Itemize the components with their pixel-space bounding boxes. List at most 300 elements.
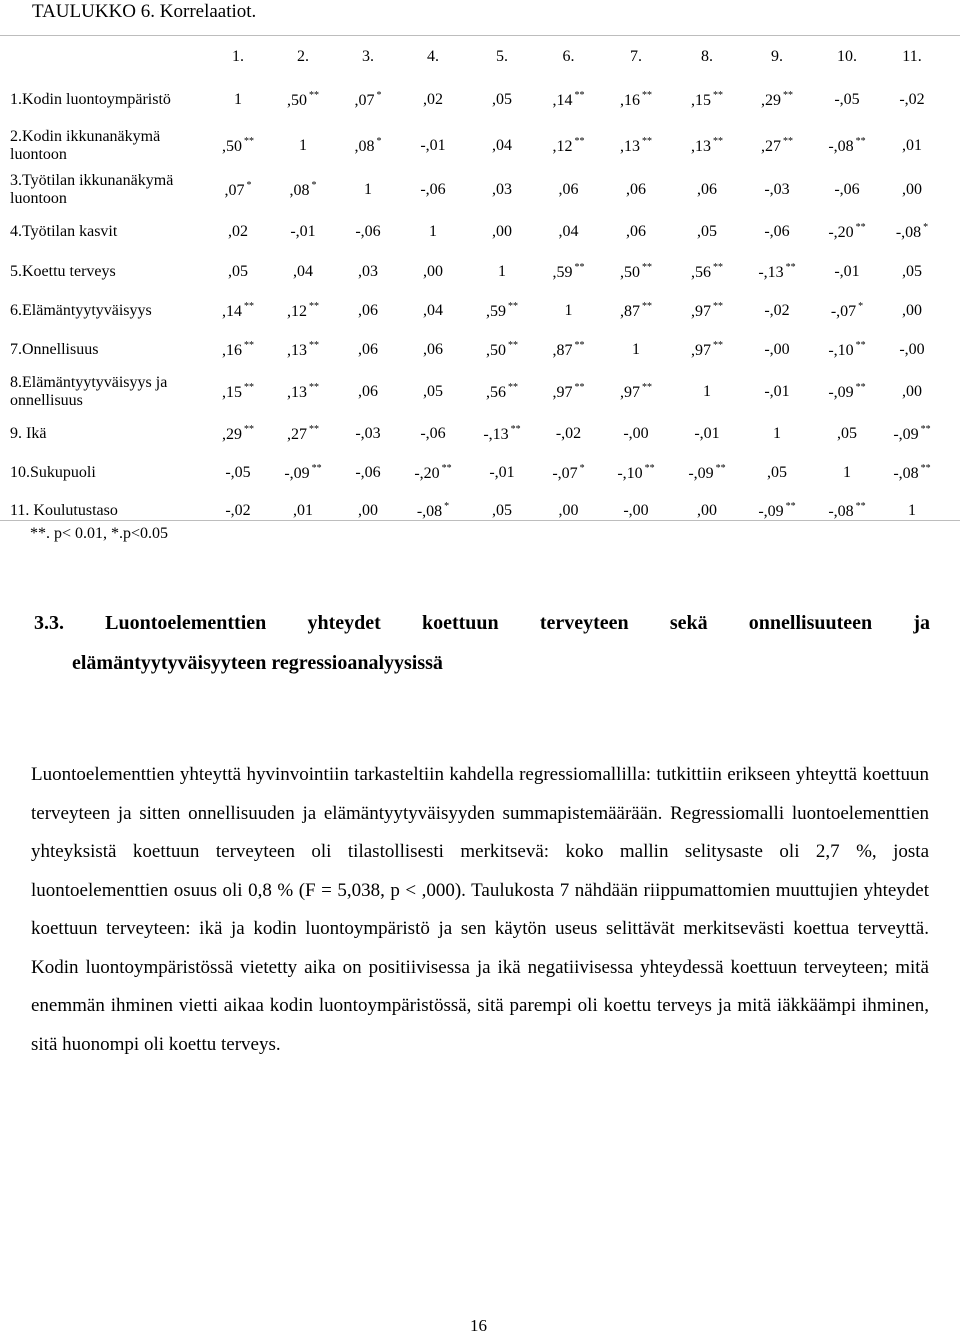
significance-marker: ** <box>574 136 585 147</box>
table-cell <box>601 212 671 252</box>
correlation-value: -,08 <box>895 224 922 241</box>
correlation-value: ,06 <box>697 181 717 198</box>
table-cell <box>208 124 268 168</box>
correlation-value: -,06 <box>355 223 381 240</box>
table-cell <box>208 330 268 370</box>
table-cell <box>601 76 671 124</box>
table-cell <box>883 252 941 292</box>
table-cell <box>398 124 468 168</box>
significance-marker: ** <box>642 301 652 312</box>
correlation-value: -,09 <box>688 465 714 482</box>
correlation-value: ,03 <box>358 263 378 280</box>
table-cell <box>398 252 468 292</box>
significance-marker: ** <box>855 340 866 351</box>
table-cell <box>268 330 338 370</box>
significance-marker: ** <box>644 463 655 474</box>
correlation-value: ,29 <box>222 426 242 443</box>
row-label: 4.Työtilan kasvit <box>10 223 118 240</box>
significance-marker: ** <box>783 136 793 147</box>
row-label: 5.Koettu terveys <box>10 263 116 280</box>
correlation-value: -,06 <box>420 425 446 442</box>
significance-marker: ** <box>311 463 322 474</box>
correlation-value: ,01 <box>902 137 922 154</box>
significance-marker: ** <box>713 301 723 312</box>
correlation-value: ,50 <box>620 264 640 281</box>
table-cell <box>671 76 743 124</box>
body-paragraph: Luontoelementtien yhteyttä hyvinvointiin tarkasteltiin kahdella regressiomallilla: tutkittiin erikseen yhteyttä koettuun terveyteen ja sitten onnellisuuden ja elämäntyytyväisyyden summapistemäärään. Regressiomalli luontoelementtien yhteyksistä koettuun terveyteen oli tilastollisesti merkitsevä: koko mallin selitysaste oli 2,7 %, josta luontoelementtien osuus oli 0,8 % (F = 5,038, p < ,000). Taulukosta 7 nähdään riippumattomien muuttujien yhteydet koettuun terveyteen: ikä ja kodin luontoympäristö ja sen käytön useus selittävät merkitsevästi koettua terveyttä. Kodin luontoympäristössä vietetty aika on positiivisessa ja ikä negatiivisessa yhteydessä koettuun terveyteen; mitä enemmän ihminen vietti aikaa kodin luontoympäristössä, sitä parempi oli koettu terveys ja mitä iäkkäämpi ihminen, sitä huonompi oli koettu terveys. <box>31 764 929 1055</box>
table-bottom-rule <box>0 520 960 521</box>
correlation-value: -,09 <box>893 426 919 443</box>
correlation-value: ,50 <box>486 342 506 359</box>
table-body <box>8 76 941 530</box>
table-cell <box>398 414 468 454</box>
significance-marker: ** <box>244 340 254 351</box>
correlation-value: -,00 <box>623 502 649 519</box>
table-cell <box>268 168 338 212</box>
correlation-value: 1 <box>234 91 242 108</box>
table-cell <box>268 212 338 252</box>
table-cell <box>743 168 811 212</box>
correlation-value: -,02 <box>225 502 251 519</box>
significance-marker: * <box>246 180 252 191</box>
table-cell <box>468 370 536 414</box>
correlation-value: ,02 <box>423 91 443 108</box>
table-cell <box>536 124 601 168</box>
column-header: 6. <box>562 48 575 65</box>
correlation-value: ,05 <box>697 223 717 240</box>
correlation-value: ,00 <box>492 223 512 240</box>
significance-marker: ** <box>920 463 931 474</box>
correlation-value: -,07 <box>552 465 578 482</box>
table-row <box>8 212 941 252</box>
table-cell <box>468 168 536 212</box>
column-header: 3. <box>362 48 374 65</box>
correlation-value: ,00 <box>358 502 378 519</box>
correlation-value: -,06 <box>420 181 446 198</box>
correlation-value: -,20 <box>414 465 440 482</box>
correlation-value: ,06 <box>358 302 378 319</box>
correlation-value: ,87 <box>552 342 573 359</box>
correlation-value: ,00 <box>902 181 922 198</box>
column-header: 4. <box>427 48 439 65</box>
table-cell <box>208 76 268 124</box>
table-cell <box>883 370 941 414</box>
table-cell <box>671 454 743 492</box>
correlation-value: ,15 <box>691 92 711 109</box>
significance-marker: ** <box>244 301 254 312</box>
significance-marker: ** <box>508 301 518 312</box>
row-label: 9. Ikä <box>10 425 47 442</box>
correlation-value: ,00 <box>423 263 443 280</box>
correlation-value: ,59 <box>552 264 573 281</box>
table-cell <box>743 330 811 370</box>
significance-marker: ** <box>642 90 652 101</box>
table-cell <box>208 292 268 330</box>
correlation-value: 1 <box>498 263 506 280</box>
table-cell <box>601 454 671 492</box>
correlation-value: ,13 <box>620 138 640 155</box>
correlation-value: -,10 <box>828 342 854 359</box>
table-cell <box>536 370 601 414</box>
table-cell <box>601 252 671 292</box>
significance-marker: ** <box>713 262 723 273</box>
correlation-value: ,05 <box>492 91 512 108</box>
correlation-value: ,04 <box>558 223 579 240</box>
table-cell <box>398 454 468 492</box>
correlation-value: -,01 <box>694 425 720 442</box>
correlation-value: -,02 <box>555 425 582 442</box>
correlation-value: -,00 <box>899 341 925 358</box>
significance-marker: ** <box>309 301 319 312</box>
table-top-rule <box>0 35 960 36</box>
table-cell <box>398 76 468 124</box>
table-cell <box>536 492 601 530</box>
significance-marker: * <box>858 301 864 312</box>
significance-marker: ** <box>244 424 254 435</box>
correlation-value: ,16 <box>620 92 640 109</box>
section-heading-line-1: 3.3. Luontoelementtien yhteydet koettuun terveyteen sekä onnellisuuteen ja <box>34 612 930 634</box>
table-cell <box>671 330 743 370</box>
correlation-value: 1 <box>843 464 851 481</box>
table-cell <box>811 124 883 168</box>
table-cell <box>536 292 601 330</box>
correlation-value: ,04 <box>293 263 313 280</box>
correlation-value: -,02 <box>764 302 790 319</box>
table-cell <box>398 292 468 330</box>
column-header: 7. <box>630 48 642 65</box>
significance-marker: ** <box>309 382 319 393</box>
correlation-table <box>8 38 941 530</box>
correlation-value: ,13 <box>691 138 711 155</box>
correlation-value: ,27 <box>287 426 307 443</box>
table-cell <box>536 454 601 492</box>
correlation-value: ,56 <box>691 264 711 281</box>
table-cell <box>601 330 671 370</box>
table-cell <box>536 414 601 454</box>
section-heading <box>34 603 930 683</box>
table-cell <box>468 330 536 370</box>
correlation-value: -,10 <box>617 465 643 482</box>
correlation-value: 1 <box>364 181 372 198</box>
table-cell <box>601 168 671 212</box>
column-header-row <box>8 38 941 76</box>
correlation-value: ,97 <box>552 384 573 401</box>
table-cell <box>601 492 671 530</box>
significance-marker: ** <box>244 382 254 393</box>
significance-marker: ** <box>574 262 585 273</box>
significance-marker: ** <box>783 90 793 101</box>
column-header: 8. <box>701 48 713 65</box>
correlation-value: -,05 <box>225 464 251 481</box>
table-cell <box>883 330 941 370</box>
table-cell <box>671 370 743 414</box>
table-cell <box>883 76 941 124</box>
column-header: 1. <box>232 48 244 65</box>
table-cell <box>338 252 398 292</box>
row-label: 1.Kodin luontoympäristö <box>10 91 171 108</box>
table-cell <box>743 414 811 454</box>
significance-marker: * <box>376 90 382 101</box>
significance-marker: * <box>579 463 585 474</box>
correlation-value: ,02 <box>228 223 248 240</box>
correlation-value: ,05 <box>837 425 857 442</box>
correlation-value: -,08 <box>416 503 443 520</box>
table-cell <box>338 212 398 252</box>
table-cell <box>398 212 468 252</box>
correlation-value: -,20 <box>828 224 854 241</box>
significance-marker: * <box>311 180 317 191</box>
table-cell <box>338 454 398 492</box>
table-cell <box>883 292 941 330</box>
significance-marker: ** <box>574 340 585 351</box>
correlation-value: ,15 <box>222 384 242 401</box>
significance-marker: ** <box>244 136 254 147</box>
significance-marker: * <box>376 136 382 147</box>
table-row <box>8 124 941 168</box>
correlation-value: ,07 <box>224 182 245 199</box>
correlation-value: -,09 <box>828 384 854 401</box>
table-cell <box>743 252 811 292</box>
correlation-value: ,06 <box>358 341 378 358</box>
column-header: 10. <box>837 48 857 65</box>
correlation-value: ,97 <box>620 384 640 401</box>
table-cell <box>338 330 398 370</box>
corner-cell <box>8 38 208 76</box>
correlation-value: ,00 <box>902 302 922 319</box>
correlation-value: ,04 <box>492 137 512 154</box>
significance-marker: ** <box>510 424 521 435</box>
row-label: 10.Sukupuoli <box>10 464 96 481</box>
table-cell <box>338 414 398 454</box>
table-cell <box>811 76 883 124</box>
table-cell <box>811 252 883 292</box>
significance-marker: ** <box>920 424 931 435</box>
table-cell <box>536 252 601 292</box>
correlation-value: ,14 <box>552 92 573 109</box>
table-cell <box>671 212 743 252</box>
column-header: 5. <box>496 48 508 65</box>
table-cell <box>208 212 268 252</box>
correlation-value: ,50 <box>222 138 242 155</box>
correlation-value: ,05 <box>767 464 787 481</box>
table-row <box>8 76 941 124</box>
table-cell <box>338 492 398 530</box>
table-cell <box>338 168 398 212</box>
table-cell <box>468 492 536 530</box>
table-cell <box>811 414 883 454</box>
correlation-value: -,01 <box>290 223 316 240</box>
table-cell <box>208 370 268 414</box>
table-cell <box>468 292 536 330</box>
correlation-value: -,09 <box>758 503 784 520</box>
table-header <box>8 38 941 76</box>
correlation-value: -,08 <box>828 138 854 155</box>
table-row <box>8 252 941 292</box>
table-cell <box>671 252 743 292</box>
table-cell <box>398 370 468 414</box>
significance-marker: ** <box>309 424 319 435</box>
correlation-value: ,07 <box>354 92 375 109</box>
correlation-value: -,05 <box>834 91 860 108</box>
table-cell <box>338 370 398 414</box>
table-row <box>8 370 941 414</box>
correlation-value: ,05 <box>228 263 248 280</box>
significance-marker: ** <box>855 136 866 147</box>
significance-marker: ** <box>855 222 866 233</box>
correlation-value: -,02 <box>899 91 925 108</box>
table-cell <box>743 492 811 530</box>
correlation-value: -,08 <box>828 503 854 520</box>
correlation-value: ,16 <box>222 342 242 359</box>
row-label: 8.Elämäntyytyväisyys ja onnellisuus <box>10 374 168 409</box>
page-number: 16 <box>470 1316 487 1335</box>
correlation-value: -,01 <box>764 383 790 400</box>
significance-marker: * <box>923 222 929 233</box>
correlation-value: ,97 <box>691 342 711 359</box>
correlation-value: ,00 <box>902 383 922 400</box>
column-header: 2. <box>297 48 309 65</box>
table-cell <box>671 292 743 330</box>
significance-marker: ** <box>508 382 518 393</box>
correlation-value: ,06 <box>558 181 579 198</box>
table-cell <box>268 76 338 124</box>
correlation-value: 1 <box>703 383 711 400</box>
table-cell <box>268 292 338 330</box>
table-cell <box>468 124 536 168</box>
table-cell <box>268 492 338 530</box>
significance-marker: ** <box>785 501 796 512</box>
table-cell <box>338 76 398 124</box>
correlation-value: ,08 <box>289 182 310 199</box>
significance-marker: ** <box>713 90 723 101</box>
table-cell <box>743 370 811 414</box>
column-header: 11. <box>902 48 922 65</box>
table-cell <box>743 124 811 168</box>
table-cell <box>811 168 883 212</box>
significance-marker: * <box>444 501 450 512</box>
table-cell <box>398 168 468 212</box>
correlation-value: -,06 <box>834 181 860 198</box>
table-row <box>8 414 941 454</box>
table-cell <box>468 252 536 292</box>
correlation-value: ,00 <box>558 502 579 519</box>
significance-marker: ** <box>441 463 452 474</box>
table-cell <box>883 212 941 252</box>
correlation-value: ,27 <box>761 138 781 155</box>
correlation-value: ,00 <box>697 502 717 519</box>
correlation-value: ,50 <box>287 92 307 109</box>
table-cell <box>208 252 268 292</box>
correlation-value: ,59 <box>486 303 506 320</box>
table-cell <box>468 76 536 124</box>
correlation-value: -,06 <box>355 464 381 481</box>
table-cell <box>811 212 883 252</box>
correlation-value: ,06 <box>423 341 443 358</box>
correlation-value: ,05 <box>423 383 443 400</box>
correlation-value: ,08 <box>354 138 375 155</box>
table-cell <box>671 492 743 530</box>
table-cell <box>208 454 268 492</box>
row-label: 6.Elämäntyytyväisyys <box>10 302 152 319</box>
table-cell <box>811 492 883 530</box>
correlation-value: -,03 <box>355 425 381 442</box>
table-cell <box>601 292 671 330</box>
table-cell <box>268 454 338 492</box>
row-label: 2.Kodin ikkunanäkymä luontoon <box>10 128 161 163</box>
table-cell <box>671 124 743 168</box>
correlation-value: ,14 <box>222 303 242 320</box>
correlation-value: 1 <box>564 302 573 319</box>
correlation-value: -,07 <box>830 303 857 320</box>
significance-marker: ** <box>309 90 319 101</box>
correlation-value: ,05 <box>492 502 512 519</box>
correlation-value: -,13 <box>483 426 509 443</box>
table-row <box>8 292 941 330</box>
table-cell <box>468 454 536 492</box>
significance-marker: ** <box>785 262 796 273</box>
correlation-value: ,06 <box>626 181 646 198</box>
table-cell <box>883 454 941 492</box>
significance-marker: ** <box>642 382 652 393</box>
significance-marker: ** <box>508 340 518 351</box>
table-cell <box>536 168 601 212</box>
correlation-value: ,56 <box>486 384 506 401</box>
table-cell <box>268 414 338 454</box>
correlation-value: ,04 <box>423 302 443 319</box>
correlation-value: 1 <box>773 425 781 442</box>
table-cell <box>398 492 468 530</box>
table-cell <box>468 212 536 252</box>
correlation-value: 1 <box>908 502 916 519</box>
correlation-value: ,12 <box>287 303 307 320</box>
significance-note: **. p< 0.01, *.p<0.05 <box>30 525 169 542</box>
table-cell <box>811 330 883 370</box>
table-cell <box>601 124 671 168</box>
significance-marker: ** <box>642 136 652 147</box>
correlation-value: ,13 <box>287 342 307 359</box>
column-header: 9. <box>771 48 783 65</box>
significance-marker: ** <box>855 501 866 512</box>
table-cell <box>601 414 671 454</box>
table-cell <box>883 168 941 212</box>
table-cell <box>743 212 811 252</box>
row-label: 3.Työtilan ikkunanäkymä luontoon <box>10 172 174 207</box>
table-cell <box>883 124 941 168</box>
table-cell <box>743 454 811 492</box>
table-cell <box>536 330 601 370</box>
correlation-value: -,13 <box>758 264 784 281</box>
correlation-value: 1 <box>429 223 437 240</box>
significance-marker: ** <box>574 382 585 393</box>
table-cell <box>208 168 268 212</box>
table-cell <box>468 414 536 454</box>
significance-marker: ** <box>309 340 319 351</box>
correlation-value: -,01 <box>489 464 515 481</box>
significance-marker: ** <box>713 136 723 147</box>
table-cell <box>743 292 811 330</box>
correlation-value: -,09 <box>284 465 310 482</box>
table-caption: TAULUKKO 6. Korrelaatiot. <box>32 1 257 22</box>
table-cell <box>811 292 883 330</box>
table-cell <box>398 330 468 370</box>
table-cell <box>338 292 398 330</box>
table-cell <box>268 124 338 168</box>
correlation-value: ,13 <box>287 384 307 401</box>
table-cell <box>536 76 601 124</box>
correlation-value: -,00 <box>623 425 649 442</box>
correlation-value: -,06 <box>764 223 790 240</box>
correlation-value: ,97 <box>691 303 711 320</box>
